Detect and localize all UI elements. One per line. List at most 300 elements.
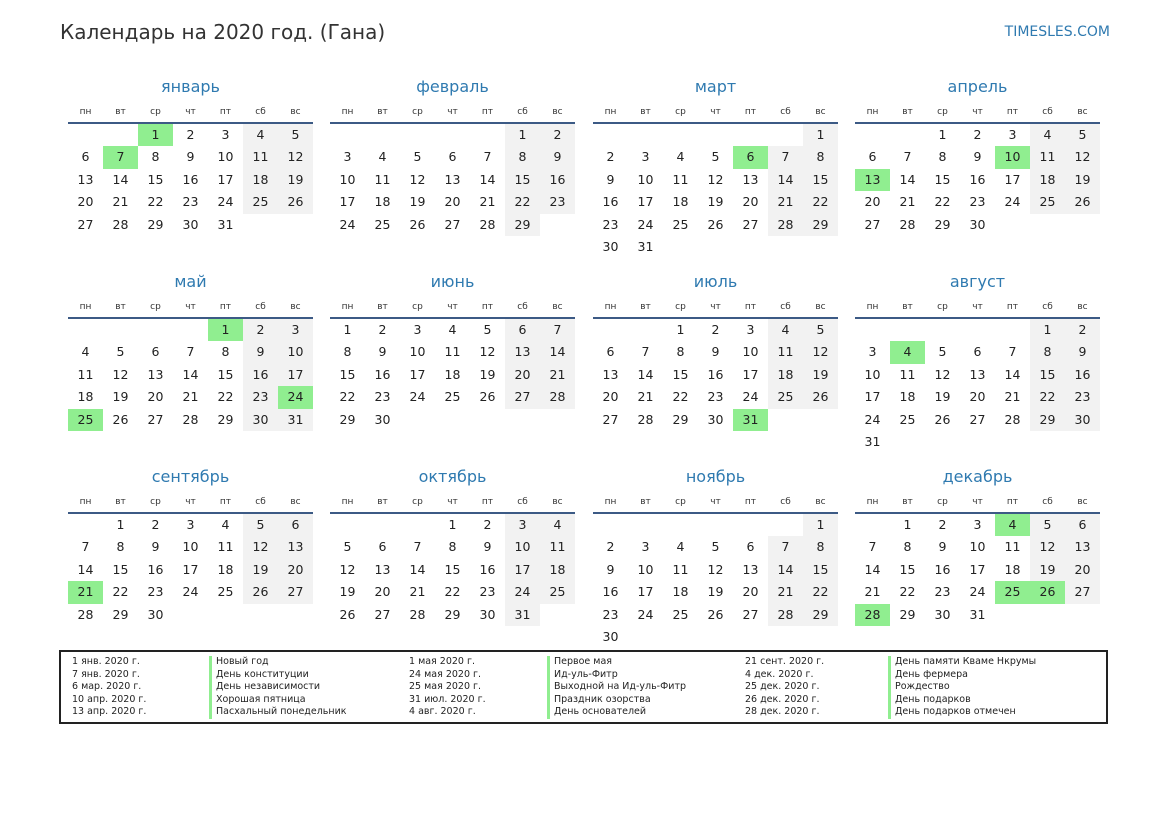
- day-cell: 11: [217, 539, 234, 555]
- day-cell: 28: [637, 411, 654, 427]
- day-cell: 23: [602, 216, 619, 232]
- day-grid: [68, 124, 313, 236]
- empty-cell: [365, 124, 400, 146]
- legend-date: 7 янв. 2020 г.: [72, 668, 140, 680]
- day-cell: 24: [1004, 194, 1021, 210]
- day-cell: 29: [112, 606, 129, 622]
- month-name: июнь: [430, 272, 475, 291]
- month-name: ноябрь: [685, 467, 746, 486]
- day-cell: 19: [934, 389, 951, 405]
- day-cell: 15: [444, 561, 461, 577]
- day-cell: 30: [602, 238, 619, 254]
- empty-cell: [365, 514, 400, 536]
- holiday-day-cell: 1: [138, 124, 173, 146]
- day-cell: 5: [278, 124, 313, 146]
- day-cell: 16: [602, 584, 619, 600]
- day-cell: 27: [742, 216, 759, 232]
- day-cell: 17: [637, 584, 654, 600]
- day-cell: 1: [938, 127, 947, 142]
- month-block: [855, 460, 1100, 626]
- empty-cell: [960, 319, 995, 341]
- day-cell: 24: [637, 216, 654, 232]
- weekday-label: вт: [377, 107, 388, 117]
- day-cell: 31: [864, 433, 881, 449]
- weekday-header: [593, 297, 838, 319]
- day-cell: 18: [899, 389, 916, 405]
- day-cell: 24: [864, 411, 881, 427]
- weekday-label: ср: [937, 302, 948, 312]
- day-cell: 28: [479, 216, 496, 232]
- day-cell: 11: [768, 341, 803, 363]
- weekday-label: сб: [255, 497, 266, 507]
- weekday-label: пн: [604, 302, 617, 312]
- day-cell: 24: [505, 581, 540, 603]
- day-cell: 27: [278, 581, 313, 603]
- day-cell: 9: [483, 539, 492, 555]
- day-cell: 22: [505, 191, 540, 213]
- day-cell: 29: [934, 216, 951, 232]
- day-cell: 23: [969, 194, 986, 210]
- day-cell: 25: [899, 411, 916, 427]
- legend-holiday-name: Выходной на Ид-уль-Фитр: [547, 681, 686, 694]
- day-cell: 3: [413, 322, 422, 337]
- day-cell: 16: [243, 364, 278, 386]
- day-cell: 20: [742, 194, 759, 210]
- day-cell: 30: [243, 409, 278, 431]
- day-cell: 14: [77, 561, 94, 577]
- day-cell: 5: [1065, 124, 1100, 146]
- weekday-label: чт: [185, 302, 196, 312]
- day-cell: 7: [186, 344, 195, 360]
- day-cell: 28: [77, 606, 94, 622]
- empty-cell: [925, 319, 960, 341]
- weekday-label: вс: [552, 302, 563, 312]
- day-cell: 18: [374, 194, 391, 210]
- month-block: [330, 265, 575, 431]
- day-cell: 1: [505, 124, 540, 146]
- empty-cell: [330, 514, 365, 536]
- day-cell: 25: [217, 584, 234, 600]
- day-cell: 19: [339, 584, 356, 600]
- day-cell: 14: [768, 559, 803, 581]
- weekday-label: чт: [447, 497, 458, 507]
- weekday-label: пт: [1006, 497, 1019, 507]
- day-cell: 30: [969, 216, 986, 232]
- weekday-label: чт: [972, 497, 983, 507]
- day-cell: 6: [1065, 514, 1100, 536]
- month-block: [593, 265, 838, 431]
- day-cell: 8: [448, 539, 457, 555]
- day-cell: 6: [151, 344, 160, 360]
- weekday-label: сб: [255, 107, 266, 117]
- day-cell: 3: [641, 539, 650, 555]
- weekday-label: пн: [866, 302, 879, 312]
- weekday-label: ср: [675, 497, 686, 507]
- weekday-label: сб: [780, 302, 791, 312]
- empty-cell: [68, 124, 103, 146]
- day-cell: 17: [278, 364, 313, 386]
- day-cell: 16: [147, 561, 164, 577]
- weekday-label: ср: [412, 107, 423, 117]
- month-name: февраль: [416, 77, 489, 96]
- day-cell: 26: [339, 606, 356, 622]
- day-cell: 22: [112, 584, 129, 600]
- legend-holiday-name: День независимости: [209, 681, 347, 694]
- day-cell: 20: [742, 584, 759, 600]
- day-cell: 29: [672, 411, 689, 427]
- day-cell: 23: [243, 386, 278, 408]
- day-cell: 29: [803, 604, 838, 626]
- day-cell: 8: [676, 344, 685, 360]
- empty-cell: [103, 319, 138, 341]
- day-cell: 12: [707, 561, 724, 577]
- month-block: [68, 460, 313, 626]
- weekday-label: вс: [1077, 497, 1088, 507]
- legend-date: 25 дек. 2020 г.: [745, 681, 820, 692]
- day-cell: 2: [378, 322, 387, 337]
- day-cell: 2: [1065, 319, 1100, 341]
- weekday-label: вс: [552, 107, 563, 117]
- day-cell: 11: [444, 344, 461, 360]
- day-cell: 15: [1030, 364, 1065, 386]
- day-cell: 5: [1030, 514, 1065, 536]
- day-cell: 9: [151, 539, 160, 555]
- weekday-header: [68, 297, 313, 319]
- day-cell: 4: [1030, 124, 1065, 146]
- day-cell: 21: [768, 191, 803, 213]
- day-cell: 11: [540, 536, 575, 558]
- legend-holiday-name: День конституции: [209, 669, 347, 682]
- month-name: август: [949, 272, 1006, 291]
- weekday-label: сб: [255, 302, 266, 312]
- legend-holiday-name: День подарков отмечен: [888, 706, 1036, 719]
- day-cell: 9: [606, 171, 615, 187]
- month-block: [855, 265, 1100, 453]
- day-cell: 22: [899, 584, 916, 600]
- day-cell: 16: [479, 561, 496, 577]
- day-cell: 11: [672, 171, 689, 187]
- day-cell: 9: [243, 341, 278, 363]
- weekday-label: вт: [902, 107, 913, 117]
- day-cell: 24: [182, 584, 199, 600]
- day-cell: 16: [540, 169, 575, 191]
- day-cell: 13: [147, 366, 164, 382]
- day-cell: 8: [903, 539, 912, 555]
- day-cell: 4: [676, 539, 685, 555]
- day-cell: 22: [217, 389, 234, 405]
- holiday-day-cell: 1: [208, 319, 243, 341]
- month-block: [68, 265, 313, 431]
- holiday-day-cell: 4: [890, 341, 925, 363]
- weekday-label: чт: [972, 107, 983, 117]
- weekday-label: вс: [815, 107, 826, 117]
- holiday-day-cell: 28: [855, 604, 890, 626]
- empty-cell: [855, 514, 890, 536]
- day-cell: 9: [378, 344, 387, 360]
- empty-cell: [768, 124, 803, 146]
- weekday-label: вс: [290, 497, 301, 507]
- weekday-label: сб: [517, 107, 528, 117]
- weekday-header: [855, 297, 1100, 319]
- legend-holiday-name: День основателей: [547, 706, 686, 719]
- empty-cell: [68, 319, 103, 341]
- day-cell: 28: [768, 214, 803, 236]
- page-title: Календарь на 2020 год. (Гана): [60, 20, 386, 44]
- weekday-label: чт: [447, 107, 458, 117]
- day-cell: 17: [742, 366, 759, 382]
- day-cell: 2: [973, 127, 982, 142]
- empty-cell: [855, 124, 890, 146]
- day-cell: 5: [343, 539, 352, 555]
- day-cell: 2: [151, 517, 160, 532]
- day-cell: 24: [409, 389, 426, 405]
- day-cell: 8: [803, 536, 838, 558]
- weekday-label: пн: [341, 302, 354, 312]
- weekday-label: вс: [552, 497, 563, 507]
- day-cell: 20: [969, 389, 986, 405]
- weekday-label: сб: [1042, 497, 1053, 507]
- legend-col-2-names: [547, 656, 686, 719]
- day-cell: 18: [540, 559, 575, 581]
- day-cell: 17: [969, 561, 986, 577]
- day-grid: [330, 124, 575, 236]
- weekday-header: [855, 492, 1100, 514]
- day-cell: 2: [938, 517, 947, 532]
- day-cell: 18: [444, 366, 461, 382]
- day-cell: 9: [606, 561, 615, 577]
- day-cell: 2: [606, 149, 615, 165]
- day-cell: 12: [278, 146, 313, 168]
- day-cell: 12: [112, 366, 129, 382]
- day-cell: 9: [186, 149, 195, 165]
- day-cell: 6: [973, 344, 982, 360]
- day-cell: 10: [339, 171, 356, 187]
- weekday-label: ср: [675, 107, 686, 117]
- day-cell: 28: [409, 606, 426, 622]
- day-cell: 2: [186, 127, 195, 142]
- weekday-label: ср: [412, 302, 423, 312]
- legend-date: 6 мар. 2020 г.: [72, 681, 142, 692]
- day-cell: 31: [278, 409, 313, 431]
- day-cell: 23: [934, 584, 951, 600]
- day-cell: 27: [77, 216, 94, 232]
- day-cell: 28: [182, 411, 199, 427]
- weekday-label: ср: [150, 107, 161, 117]
- day-grid: [593, 319, 838, 431]
- empty-cell: [138, 319, 173, 341]
- empty-cell: [768, 514, 803, 536]
- day-cell: 11: [672, 561, 689, 577]
- holiday-day-cell: 10: [995, 146, 1030, 168]
- holiday-day-cell: 7: [103, 146, 138, 168]
- day-cell: 2: [606, 539, 615, 555]
- day-cell: 1: [803, 124, 838, 146]
- day-cell: 13: [374, 561, 391, 577]
- day-cell: 2: [243, 319, 278, 341]
- day-cell: 26: [278, 191, 313, 213]
- day-cell: 26: [803, 386, 838, 408]
- day-cell: 9: [540, 146, 575, 168]
- legend-holiday-name: День памяти Кваме Нкрумы: [888, 656, 1036, 669]
- weekday-label: вс: [1077, 107, 1088, 117]
- weekday-label: пн: [79, 497, 92, 507]
- weekday-label: вт: [640, 497, 651, 507]
- day-grid: [68, 319, 313, 431]
- month-name: январь: [161, 77, 220, 96]
- day-cell: 18: [243, 169, 278, 191]
- day-cell: 22: [934, 194, 951, 210]
- empty-cell: [400, 124, 435, 146]
- day-cell: 8: [938, 149, 947, 165]
- day-cell: 1: [448, 517, 457, 532]
- weekday-label: вт: [377, 497, 388, 507]
- day-cell: 6: [378, 539, 387, 555]
- day-cell: 29: [147, 216, 164, 232]
- day-cell: 28: [768, 604, 803, 626]
- weekday-header: [68, 102, 313, 124]
- day-cell: 2: [483, 517, 492, 532]
- day-grid: [855, 319, 1100, 453]
- legend-date: 13 апр. 2020 г.: [72, 706, 147, 717]
- weekday-label: чт: [710, 497, 721, 507]
- day-cell: 12: [803, 341, 838, 363]
- day-cell: 19: [1065, 169, 1100, 191]
- day-cell: 3: [746, 322, 755, 337]
- empty-cell: [103, 124, 138, 146]
- day-cell: 21: [899, 194, 916, 210]
- day-cell: 19: [803, 364, 838, 386]
- day-cell: 11: [243, 146, 278, 168]
- weekday-label: пт: [481, 497, 494, 507]
- day-cell: 21: [409, 584, 426, 600]
- day-cell: 27: [505, 386, 540, 408]
- day-cell: 24: [637, 606, 654, 622]
- empty-cell: [628, 319, 663, 341]
- weekday-label: вт: [640, 302, 651, 312]
- legend-col-1-dates: [72, 656, 146, 719]
- weekday-label: пн: [866, 497, 879, 507]
- day-cell: 31: [217, 216, 234, 232]
- day-cell: 1: [116, 517, 125, 532]
- day-cell: 26: [1065, 191, 1100, 213]
- empty-cell: [435, 124, 470, 146]
- empty-cell: [400, 514, 435, 536]
- weekday-header: [68, 492, 313, 514]
- day-cell: 18: [1004, 561, 1021, 577]
- weekday-label: ср: [937, 107, 948, 117]
- day-cell: 15: [803, 559, 838, 581]
- day-cell: 3: [221, 127, 230, 142]
- day-cell: 25: [243, 191, 278, 213]
- weekday-label: вт: [115, 302, 126, 312]
- weekday-label: сб: [780, 497, 791, 507]
- legend-holiday-name: Первое мая: [547, 656, 686, 669]
- weekday-label: ср: [412, 497, 423, 507]
- empty-cell: [855, 319, 890, 341]
- day-grid: [330, 514, 575, 626]
- weekday-label: чт: [447, 302, 458, 312]
- weekday-label: чт: [972, 302, 983, 312]
- day-cell: 27: [742, 606, 759, 622]
- day-cell: 25: [672, 216, 689, 232]
- day-cell: 7: [641, 344, 650, 360]
- day-cell: 2: [711, 322, 720, 337]
- day-cell: 20: [864, 194, 881, 210]
- day-cell: 14: [864, 561, 881, 577]
- day-cell: 4: [221, 517, 230, 532]
- day-cell: 11: [77, 366, 94, 382]
- legend-date: 28 дек. 2020 г.: [745, 706, 820, 717]
- legend-date: 1 янв. 2020 г.: [72, 656, 140, 667]
- day-cell: 23: [374, 389, 391, 405]
- day-cell: 13: [969, 366, 986, 382]
- holiday-day-cell: 31: [733, 409, 768, 431]
- day-cell: 17: [505, 559, 540, 581]
- day-cell: 7: [413, 539, 422, 555]
- day-cell: 7: [768, 536, 803, 558]
- day-cell: 28: [1004, 411, 1021, 427]
- day-cell: 17: [339, 194, 356, 210]
- day-cell: 12: [243, 536, 278, 558]
- day-cell: 27: [864, 216, 881, 232]
- month-block: [855, 70, 1100, 236]
- month-name: июль: [693, 272, 738, 291]
- day-cell: 9: [711, 344, 720, 360]
- weekday-label: пт: [481, 107, 494, 117]
- day-cell: 12: [479, 344, 496, 360]
- day-cell: 10: [742, 344, 759, 360]
- day-cell: 11: [374, 171, 391, 187]
- day-cell: 19: [707, 584, 724, 600]
- day-cell: 18: [672, 194, 689, 210]
- site-link[interactable]: TIMESLES.COM: [1004, 24, 1110, 40]
- day-cell: 25: [1030, 191, 1065, 213]
- day-cell: 12: [339, 561, 356, 577]
- weekday-label: пт: [744, 107, 757, 117]
- day-cell: 26: [707, 606, 724, 622]
- day-cell: 20: [1065, 559, 1100, 581]
- weekday-header: [593, 102, 838, 124]
- empty-cell: [698, 514, 733, 536]
- day-cell: 26: [707, 216, 724, 232]
- day-cell: 21: [637, 389, 654, 405]
- day-cell: 31: [637, 238, 654, 254]
- day-grid: [593, 124, 838, 258]
- day-cell: 22: [803, 581, 838, 603]
- legend-date: 31 июл. 2020 г.: [409, 693, 486, 705]
- weekday-label: пн: [341, 107, 354, 117]
- day-cell: 16: [934, 561, 951, 577]
- day-cell: 9: [973, 149, 982, 165]
- weekday-label: пн: [604, 497, 617, 507]
- day-cell: 30: [602, 628, 619, 644]
- day-cell: 23: [1065, 386, 1100, 408]
- day-cell: 1: [676, 322, 685, 337]
- day-cell: 15: [217, 366, 234, 382]
- empty-cell: [890, 319, 925, 341]
- day-cell: 13: [278, 536, 313, 558]
- holiday-day-cell: 6: [733, 146, 768, 168]
- day-cell: 3: [505, 514, 540, 536]
- weekday-label: пн: [341, 497, 354, 507]
- day-cell: 12: [1065, 146, 1100, 168]
- legend-date: 10 апр. 2020 г.: [72, 693, 147, 705]
- legend-col-1-names: [209, 656, 347, 719]
- day-cell: 25: [444, 389, 461, 405]
- day-cell: 26: [409, 216, 426, 232]
- empty-cell: [995, 319, 1030, 341]
- day-cell: 15: [803, 169, 838, 191]
